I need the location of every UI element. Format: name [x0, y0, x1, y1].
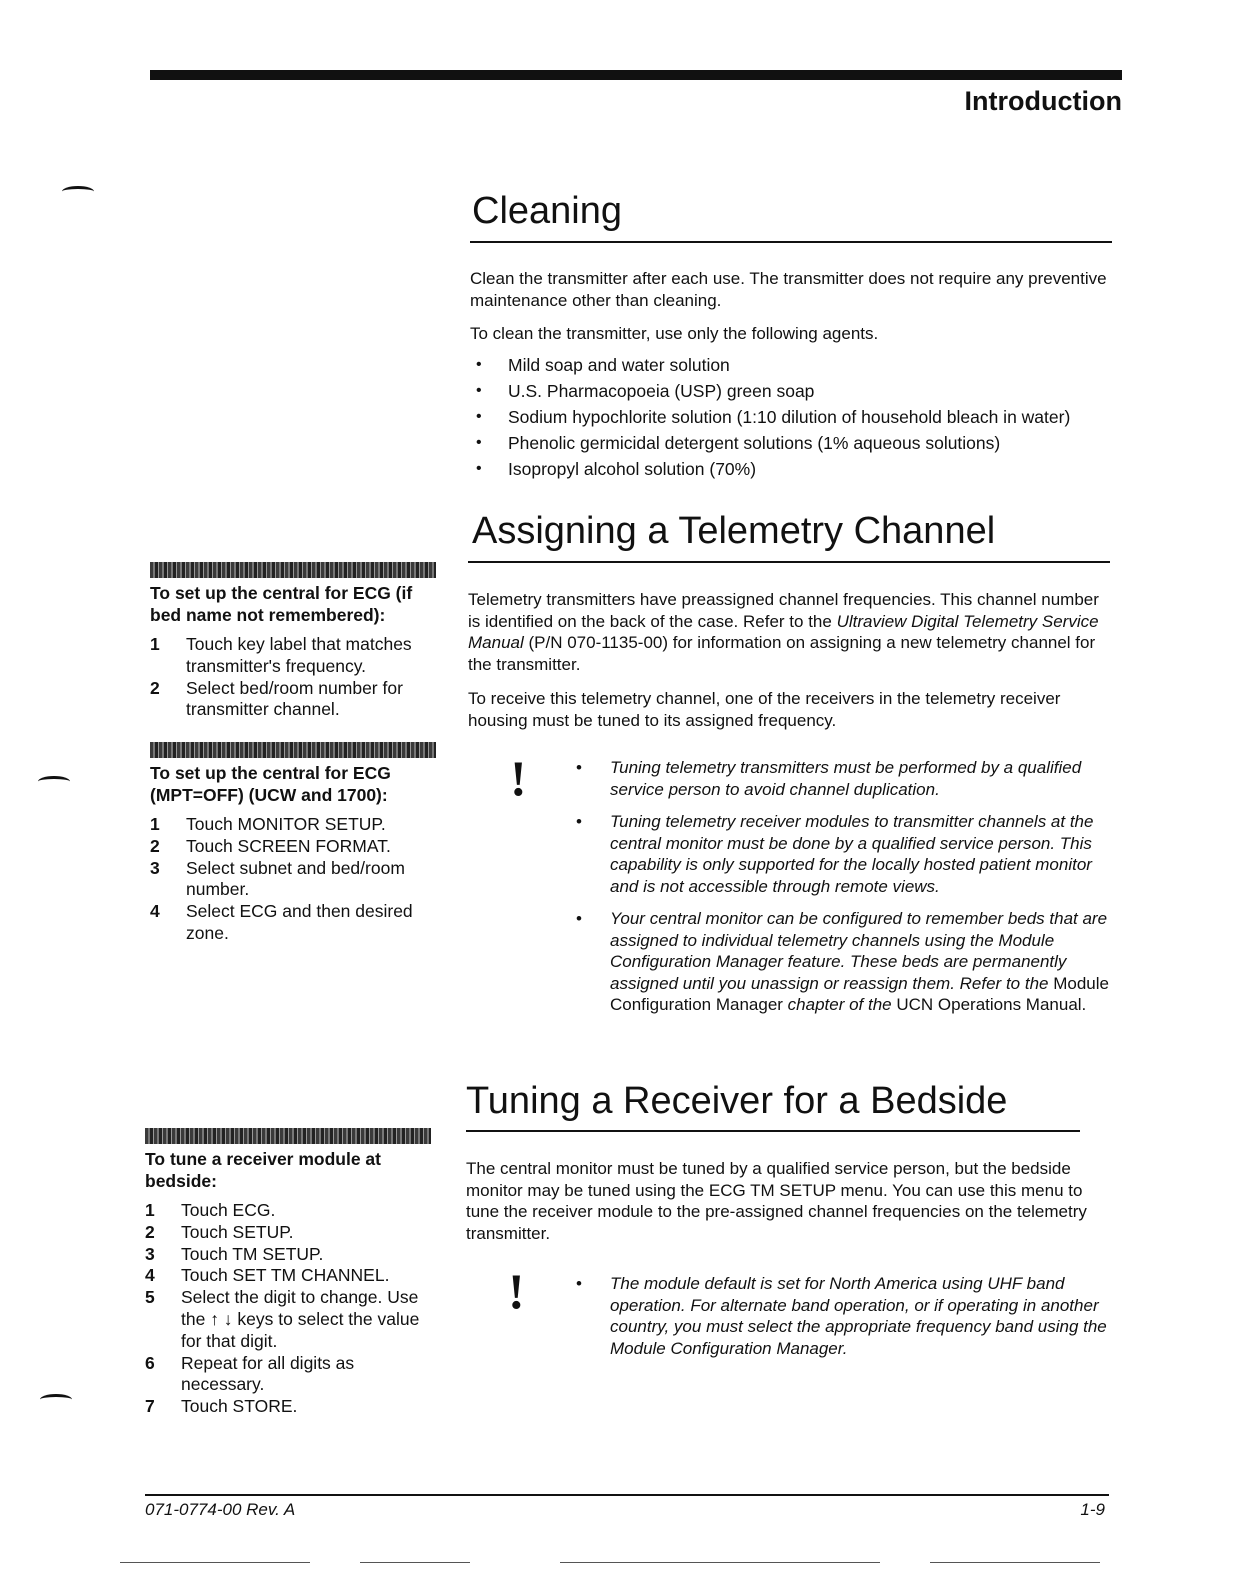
- running-header: Introduction: [964, 86, 1122, 116]
- list-item: 3 Touch TM SETUP.: [145, 1243, 324, 1264]
- page-number: 1-9: [1080, 1500, 1105, 1519]
- list-item: • Phenolic germicidal detergent solutions (1% aqueous solutions): [474, 430, 1114, 456]
- list-item: 3 Select subnet and bed/room number.: [150, 857, 405, 900]
- header-rule: [150, 70, 1122, 80]
- caution-icon: !: [508, 1263, 525, 1319]
- list-item: • The module default is set for North America using UHF band operation. For alternate band operation, or if operating in another country, you must select the appropriate frequency band using the Module Configuration Manager.: [576, 1274, 1107, 1358]
- list-item: 4 Select ECG and then desired zone.: [150, 901, 413, 943]
- section-rule: [470, 241, 1112, 243]
- list-item: 2 Touch SCREEN FORMAT.: [150, 835, 391, 856]
- sidebar-title: To tune a receiver module at bedside:: [145, 1149, 381, 1191]
- section-heading-assigning: Assigning a Telemetry Channel: [472, 510, 996, 552]
- list-item: 2 Touch SETUP.: [145, 1221, 294, 1242]
- assigning-paragraph-1: Telemetry transmitters have preassigned channel frequencies. This channel number is identified on the back of the case. Refer to the Ultraview Digital Telemetry Service Manual (P/N 070-1135-00) for information on assigning a new telemetry channel for the transmitter.: [468, 590, 1099, 674]
- assigning-paragraph-2: To receive this telemetry channel, one of the receivers in the telemetry receiver housing must be tuned to its assigned frequency.: [468, 689, 1061, 730]
- list-item: • Sodium hypochlorite solution (1:10 dilution of household bleach in water): [474, 404, 1114, 430]
- list-item: • U.S. Pharmacopoeia (USP) green soap: [474, 378, 1114, 404]
- list-item: 6 Repeat for all digits as necessary.: [145, 1352, 355, 1395]
- binder-mark: [38, 776, 70, 787]
- list-item: • Tuning telemetry receiver modules to transmitter channels at the central monitor must be done by a qualified service person. This capability is only supported for the locally hosted patient monitor and is not accessible through remote views.: [576, 812, 1094, 896]
- sidebar-bar: [145, 1128, 431, 1144]
- tuning-notes: [576, 1273, 1110, 1370]
- sidebar-steps: [145, 1200, 431, 1418]
- sidebar-procedure-ecg-mpt: [150, 742, 436, 945]
- cleaning-paragraph-1: Clean the transmitter after each use. The transmitter does not require any preventive maintenance other than cleaning.: [470, 269, 1107, 310]
- sidebar-title: To set up the central for ECG (if bed name not remembered):: [150, 583, 413, 625]
- scan-artifact: [930, 1562, 1100, 1563]
- list-item: • Tuning telemetry transmitters must be performed by a qualified service person to avoid channel duplication.: [576, 758, 1082, 799]
- binder-mark: [40, 1394, 72, 1405]
- sidebar-title: To set up the central for ECG (MPT=OFF) (UCW and 1700):: [150, 763, 391, 805]
- sidebar-bar: [150, 562, 436, 578]
- sidebar-steps: [150, 814, 436, 945]
- manual-title: Ultraview Digital Telemetry Service Manual: [468, 611, 1099, 652]
- sidebar-procedure-tune-receiver: [145, 1128, 431, 1418]
- list-item: 7 Touch STORE.: [145, 1396, 298, 1417]
- assigning-notes: [576, 757, 1110, 1027]
- scan-artifact: [560, 1562, 880, 1563]
- list-item: 5 Select the digit to change. Use the ↑ ↓ keys to select the value for that digit.: [145, 1287, 420, 1351]
- section-heading-tuning: Tuning a Receiver for a Bedside: [466, 1080, 1008, 1122]
- scan-artifact: [360, 1562, 470, 1563]
- list-item: 1 Touch ECG.: [145, 1200, 276, 1220]
- list-item: 2 Select bed/room number for transmitter channel.: [150, 677, 403, 720]
- cleaning-paragraph-2: To clean the transmitter, use only the following agents.: [470, 324, 879, 343]
- section-rule: [466, 1130, 1080, 1132]
- list-item: • Mild soap and water solution: [474, 352, 1114, 378]
- list-item: • Isopropyl alcohol solution (70%): [474, 456, 1114, 482]
- document-number: 071-0774-00 Rev. A: [145, 1500, 296, 1519]
- binder-mark: [62, 186, 94, 197]
- section-heading-cleaning: Cleaning: [472, 190, 622, 232]
- caution-icon: !: [510, 750, 527, 806]
- list-item: 1 Touch key label that matches transmitter's frequency.: [150, 634, 412, 676]
- footer-rule: [145, 1494, 1109, 1496]
- tuning-paragraph: The central monitor must be tuned by a qualified service person, but the bedside monitor may be tuned using the ECG TM SETUP menu. You can use this menu to tune the receiver module to the pre-assigned channel frequencies on the telemetry transmitter.: [466, 1159, 1087, 1243]
- list-item: • Your central monitor can be configured to remember beds that are assigned to individual telemetry channels using the Module Configuration Manager feature. These beds are permanently assigned until you unassign or reassign them. Refer to the Module Configuration Manager chapter of the UCN Operations Manual.: [576, 909, 1109, 1014]
- cleaning-agents-list: [474, 352, 1114, 482]
- sidebar-procedure-ecg-setup: [150, 562, 436, 721]
- section-rule: [468, 561, 1110, 563]
- list-item: 4 Touch SET TM CHANNEL.: [145, 1265, 390, 1286]
- scan-artifact: [120, 1562, 310, 1563]
- sidebar-bar: [150, 742, 436, 758]
- sidebar-steps: [150, 634, 436, 721]
- list-item: 1 Touch MONITOR SETUP.: [150, 814, 386, 834]
